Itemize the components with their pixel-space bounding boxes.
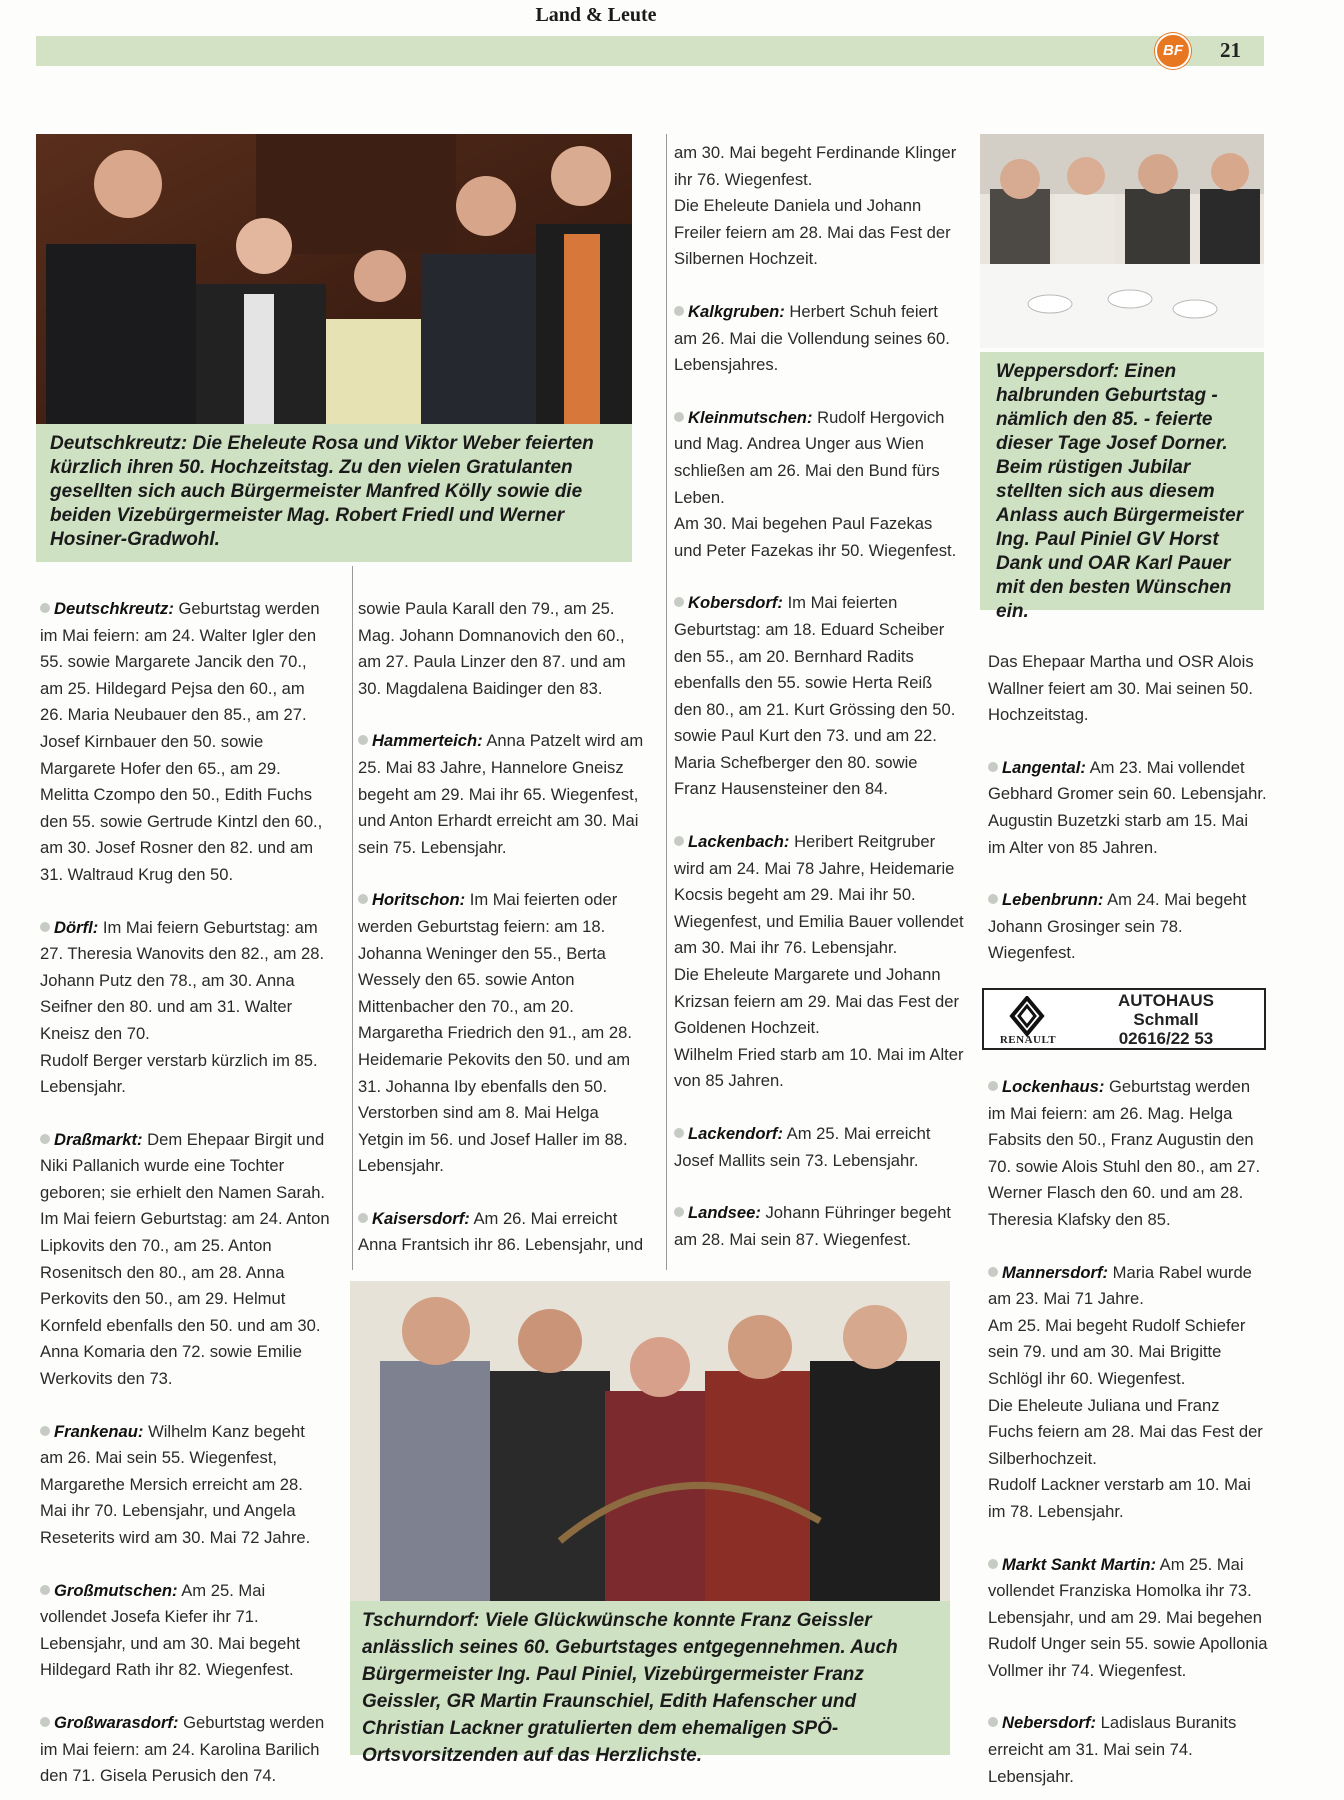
news-entry: Horitschon: Im Mai feierten oder werden Geburtstag feiern: am 18. Johanna Weninger den 55., Berta Wessely den 65. sowie Anton Mittenbacher den 70., am 20. Margaretha Friedrich den 91., am 28. Heidemarie Pekovits den 50. und am 31. Johanna Iby ebenfalls den 50. Verstorben sind am 8. Mai Helga Yetgin im 56. und Josef Haller im 88. Lebensjahr.: [358, 890, 632, 1176]
news-entry: Großwarasdorf: Geburtstag werden im Mai feiern: am 24. Karolina Barilich den 71. Gisela Perusich den 74.: [40, 1712, 325, 1786]
caption-weppersdorf: Weppersdorf: Einen halbrunden Geburtstag - nämlich den 85. - feierte dieser Tage Josef Dorner. Beim rüstigen Jubilar stellten sich aus diesem Anlass auch Bürgermeister Ing. Paul Piniel GV Horst Dank und OAR Karl Pauer mit den besten Wünschen ein.: [980, 352, 1264, 610]
ad-brand: RENAULT: [999, 1034, 1057, 1046]
news-entry: Das Ehepaar Martha und OSR Alois Wallner feiert am 30. Mai seinen 50. Hochzeitstag.: [988, 652, 1254, 725]
ad-subtitle: Schmall: [1133, 1010, 1199, 1029]
news-entry: Lockenhaus: Geburtstag werden im Mai feiern: am 26. Mag. Helga Fabsits den 50., Franz Augustin den 70. sowie Alois Stuhl den 80., am 27. Werner Flasch den 60. und am 28. Theresia Klafsky den 85.: [988, 1077, 1261, 1229]
news-entry: Lackenbach: Heribert Reitgruber wird am 24. Mai 78 Jahre, Heidemarie Kocsis begeht am 29. Mai ihr 50. Wiegenfest, und Emilia Bauer vollendet am 30. Mai ihr 76. Lebensjahr. Die Eheleute Margarete und Johann Krizsan feiern am 29. Mai das Fest der Goldenen Hochzeit. Wilhelm Fried starb am 10. Mai im Alter von 85 Jahren.: [674, 832, 964, 1091]
news-entry: Langental: Am 23. Mai vollendet Gebhard Gromer sein 60. Lebensjahr. Augustin Buzetzki starb am 15. Mai im Alter von 85 Jahren.: [988, 757, 1267, 857]
ad-phone: 02616/22 53: [1118, 1029, 1214, 1048]
autohaus-ad: [982, 988, 1266, 1050]
news-entry: Lebenbrunn: Am 24. Mai begeht Johann Grosinger sein 78. Wiegenfest.: [988, 890, 1247, 963]
news-entry: Markt Sankt Martin: Am 25. Mai vollendet Franziska Homolka ihr 73. Lebensjahr, und am 29. Mai begehen Rudolf Unger sein 55. sowie Apollonia Vollmer ihr 74. Wiegenfest.: [988, 1554, 1268, 1680]
column-4-lower: [988, 1074, 1268, 1800]
column-3: [674, 140, 964, 1279]
news-entry: Lackendorf: Am 25. Mai erreicht Josef Mallits sein 73. Lebensjahr.: [674, 1124, 931, 1170]
news-entry: Kobersdorf: Im Mai feierten Geburtstag: am 18. Eduard Scheiber den 55., am 20. Bernhard Radits ebenfalls den 55. sowie Herta Reiß den 80., am 21. Kurt Grössing den 50. sowie Paul Kurt den 73. und am 22. Maria Schefberger den 80. sowie Franz Hausensteiner den 84.: [674, 593, 956, 799]
news-entry: Großmutschen: Am 25. Mai vollendet Josefa Kiefer ihr 71. Lebensjahr, und am 30. Mai begeht Hildegard Rath ihr 82. Wiegenfest.: [40, 1580, 301, 1680]
header-bar: [36, 36, 1264, 66]
news-entry: am 30. Mai begeht Ferdinande Klinger ihr 76. Wiegenfest. Die Eheleute Daniela und Johann Freiler feiern am 28. Mai das Fest der Silbernen Hochzeit.: [674, 143, 957, 269]
photo-tschurndorf: [350, 1281, 950, 1601]
page-number: 21: [1220, 38, 1241, 62]
news-entry: Kalkgruben: Herbert Schuh feiert am 26. Mai die Vollendung seines 60. Lebensjahres.: [674, 301, 950, 375]
caption-tschurndorf: Tschurndorf: Viele Glückwünsche konnte Franz Geissler anlässlich seines 60. Geburtstages entgegennehmen. Auch Bürgermeister Ing. Paul Piniel, Vizebürgermeister Franz Geissler, GR Martin Fraunschiel, Edith Hafenscher und Christian Lackner gratulierten dem ehemaligen SPÖ-Ortsvorsitzenden auf das Herzlichste.: [350, 1601, 950, 1755]
news-entry: Kleinmutschen: Rudolf Hergovich und Mag. Andrea Unger aus Wien schließen am 26. Mai den Bund fürs Leben. Am 30. Mai begehen Paul Fazekas und Peter Fazekas ihr 50. Wiegenfest.: [674, 407, 957, 560]
column-divider: [666, 134, 667, 1270]
news-entry: Kaisersdorf: Am 26. Mai erreicht Anna Frantsich ihr 86. Lebensjahr, und: [358, 1208, 644, 1255]
news-entry: sowie Paula Karall den 79., am 25. Mag. Johann Domnanovich den 60., am 27. Paula Linzer den 87. und am 30. Magdalena Baidinger den 83.: [358, 599, 626, 698]
news-entry: Frankenau: Wilhelm Kanz begeht am 26. Mai sein 55. Wiegenfest, Margarethe Mersich erreicht am 28. Mai ihr 70. Lebensjahr, und Angela Reseterits wird am 30. Mai 72 Jahre.: [40, 1421, 311, 1547]
news-entry: Mannersdorf: Maria Rabel wurde am 23. Mai 71 Jahre. Am 25. Mai begeht Rudolf Schiefer sein 79. und am 30. Mai Brigitte Schlögl ihr 60. Wiegenfest. Die Eheleute Juliana und Franz Fuchs feiern am 28. Mai das Fest der Silberhochzeit. Rudolf Lackner verstarb am 10. Mai im 78. Lebensjahr.: [988, 1262, 1263, 1521]
photo-weppersdorf: [980, 134, 1264, 348]
ad-title: AUTOHAUS: [1117, 991, 1215, 1010]
column-2: [358, 596, 648, 1285]
news-entry: Hammerteich: Anna Patzelt wird am 25. Mai 83 Jahre, Hannelore Gneisz begeht am 29. Mai ihr 65. Wiegenfest, und Anton Erhardt erreicht am 30. Mai sein 75. Lebensjahr.: [358, 731, 644, 857]
column-1: [40, 596, 330, 1800]
section-title: Land & Leute: [535, 4, 657, 26]
caption-deutschkreutz: Deutschkreutz: Die Eheleute Rosa und Viktor Weber feierten kürzlich ihren 50. Hochzeitstag. Zu den vielen Gratulanten gesellten sich auch Bürgermeister Manfred Kölly sowie die beiden Vizebürgermeister Mag. Robert Friedl und Werner Hosiner-Gradwohl.: [36, 424, 632, 562]
news-entry: Draßmarkt: Dem Ehepaar Birgit und Niki Pallanich wurde eine Tochter geboren; sie erhielt den Namen Sarah. Im Mai feiern Geburtstag: am 24. Anton Lipkovits den 70., am 25. Anton Rosenitsch den 80., am 28. Anna Perkovits den 50., am 29. Helmut Kornfeld ebenfalls den 50. und am 30. Anna Komaria den 72. sowie Emilie Werkovits den 73.: [40, 1129, 330, 1389]
news-entry: Deutschkreutz: Geburtstag werden im Mai feiern: am 24. Walter Igler den 55. sowie Margarete Jancik den 70., am 25. Hildegard Pejsa den 60., am 26. Maria Neubauer den 85., am 27. Josef Kirnbauer den 50. sowie Margarete Hofer den 65., am 29. Melitta Czompo den 50., Edith Fuchs den 55. sowie Gertrude Kintzl den 60., am 30. Josef Rosner den 82. und am 31. Waltraud Krug den 50.: [40, 599, 323, 884]
bf-logo: BF: [1155, 33, 1191, 69]
photo-deutschkreutz: [36, 134, 632, 424]
column-divider: [352, 566, 353, 1270]
news-entry: Dörfl: Im Mai feiern Geburtstag: am 27. Theresia Wanovits den 82., am 28. Johann Putz den 78., am 30. Anna Seifner den 80. und am 31. Walter Kneisz den 70. Rudolf Berger verstarb kürzlich im 85. Lebensjahr.: [40, 917, 325, 1097]
news-entry: Nebersdorf: Ladislaus Buranits erreicht am 31. Mai sein 74. Lebensjahr.: [988, 1713, 1237, 1786]
news-entry: Landsee: Johann Führinger begeht am 28. Mai sein 87. Wiegenfest.: [674, 1203, 951, 1249]
column-4-upper: [988, 649, 1268, 993]
